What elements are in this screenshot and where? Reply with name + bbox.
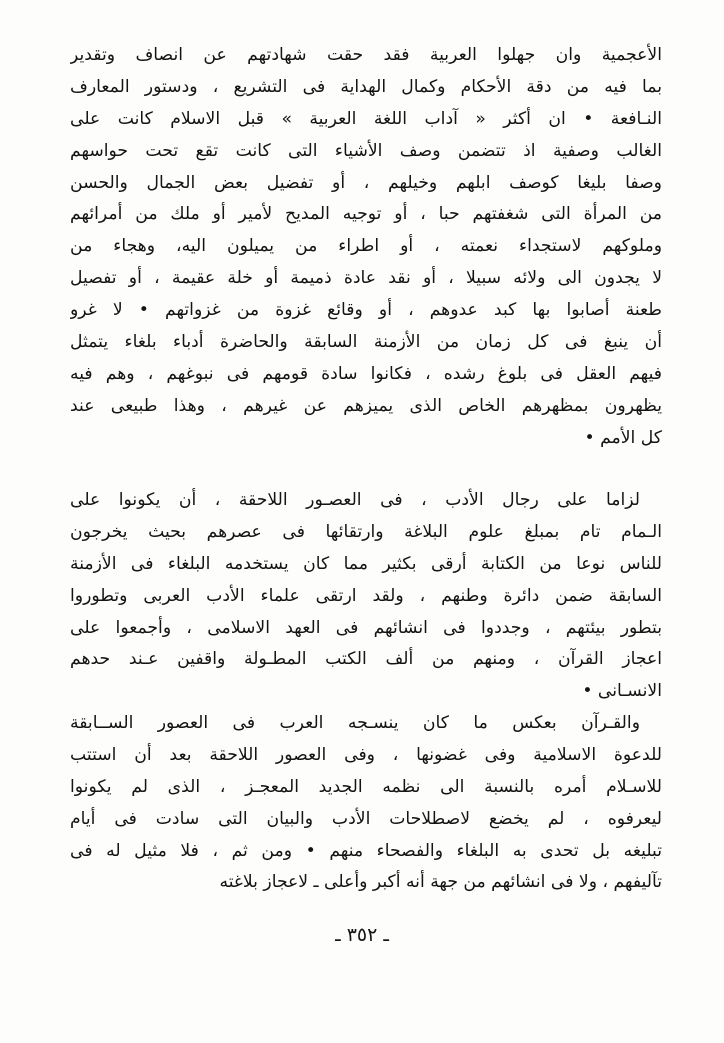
- text-line: ليعرفوه ، لم يخضع لاصطلاحات الأدب والبيان التى سادت فى أيام: [70, 808, 662, 829]
- text-line: أن ينبغ فى كل زمان من الأزمنة السابقة والحاضرة أدباء بلغاء يتمثل: [70, 332, 662, 353]
- text-line: لزاما على رجال الأدب ، فى العصـور اللاحقة ، أن يكونوا على: [70, 490, 640, 510]
- text-line: طعنة أصابوا بها كبد عدوهم ، أو وقائع غزوة من غزواتهم • لا غرو: [70, 300, 662, 321]
- text-line: السابقة ضمن دائرة وطنهم ، ولقد ارتقى علماء الأدب العربى وتطوروا: [70, 585, 662, 606]
- text-line: تبليغه بل تحدى به البلغاء والفصحاء منهم • ومن ثم ، فلا مثيل له فى: [70, 840, 662, 861]
- text-line: اعجاز القرآن ، ومنهم من ألف الكتب المطـولة واقفين عـند حدهم: [70, 649, 662, 670]
- paragraph-3: [70, 708, 662, 899]
- text-line: كل الأمم •: [584, 427, 662, 448]
- text-line: للناس نوعا من الكتابة أرقى بكثير مما كان يستخدمه البلغاء فى الأزمنة: [70, 553, 662, 574]
- text-line: بتطور بيئتهم ، وجددوا فى انشائهم فى العهد الاسلامى ، وأجمعوا على: [70, 617, 662, 638]
- text-line: الـمام تام بمبلغ علوم البلاغة وارتقائها فى عصرهم بحيث يخرجون: [70, 521, 662, 542]
- text-line: للدعوة الاسلامية وفى غضونها ، وفى العصور اللاحقة بعد أن استتب: [70, 744, 662, 765]
- text-line: من المرأة التى شغفتهم حبا ، أو توجيه المديح لأمير أو ملك من أمرائهم: [70, 204, 662, 225]
- text-line: بما فيه من دقة الأحكام وكمال الهداية فى التشريع ، ودستور المعارف: [70, 76, 662, 97]
- text-line: تآليفهم ، ولا فى انشائهم من جهة أنه أكبر وأعلى ـ لاعجاز بلاغته: [219, 872, 662, 893]
- text-line: الغالب وصفية اذ تتضمن وصف الأشياء التى كانت تقع تحت حواسهم: [70, 140, 662, 161]
- text-line: النـافعة • ان أكثر « آداب اللغة العربية » قبل الاسلام كانت على: [70, 108, 662, 129]
- text-line: فيهم العقل فى بلوغ رشده ، فكانوا سادة قومهم فى نبوغهم ، وهم فيه: [70, 363, 662, 384]
- text-line: وملوكهم لاستجداء نعمته ، أو اطراء من يميلون اليه، وهجاء من: [70, 236, 662, 257]
- text-line: الانسـانى •: [582, 681, 662, 702]
- text-line: يظهرون بمظهرهم الخاص الذى يميزهم عن غيرهم ، وهذا طبيعى عند: [70, 395, 662, 416]
- text-line: للاسـلام أمره بالنسبة الى نظمه الجديد المعجـز ، الذى لم يكونوا: [70, 776, 662, 797]
- text-line: لا يجدون الى ولائه سبيلا ، أو نقد عادة ذميمة أو خلة عقيمة ، أو تفصيل: [70, 268, 662, 289]
- text-line: والقـرآن بعكس ما كان ينسـجه العرب فى العصور الســابقة: [70, 713, 640, 733]
- text-line: وصفا بليغا كوصف ابلهم وخيلهم ، أو تفضيل بعض الجمال والحسن: [70, 172, 662, 193]
- paragraph-2: [70, 485, 662, 708]
- page-number: ـ ٣٥٢ ـ: [335, 924, 389, 946]
- paragraph-1: [70, 40, 662, 455]
- text-line: الأعجمية وان جهلوا العربية فقد حقت شهادتهم عن انصاف وتقدير: [70, 45, 662, 65]
